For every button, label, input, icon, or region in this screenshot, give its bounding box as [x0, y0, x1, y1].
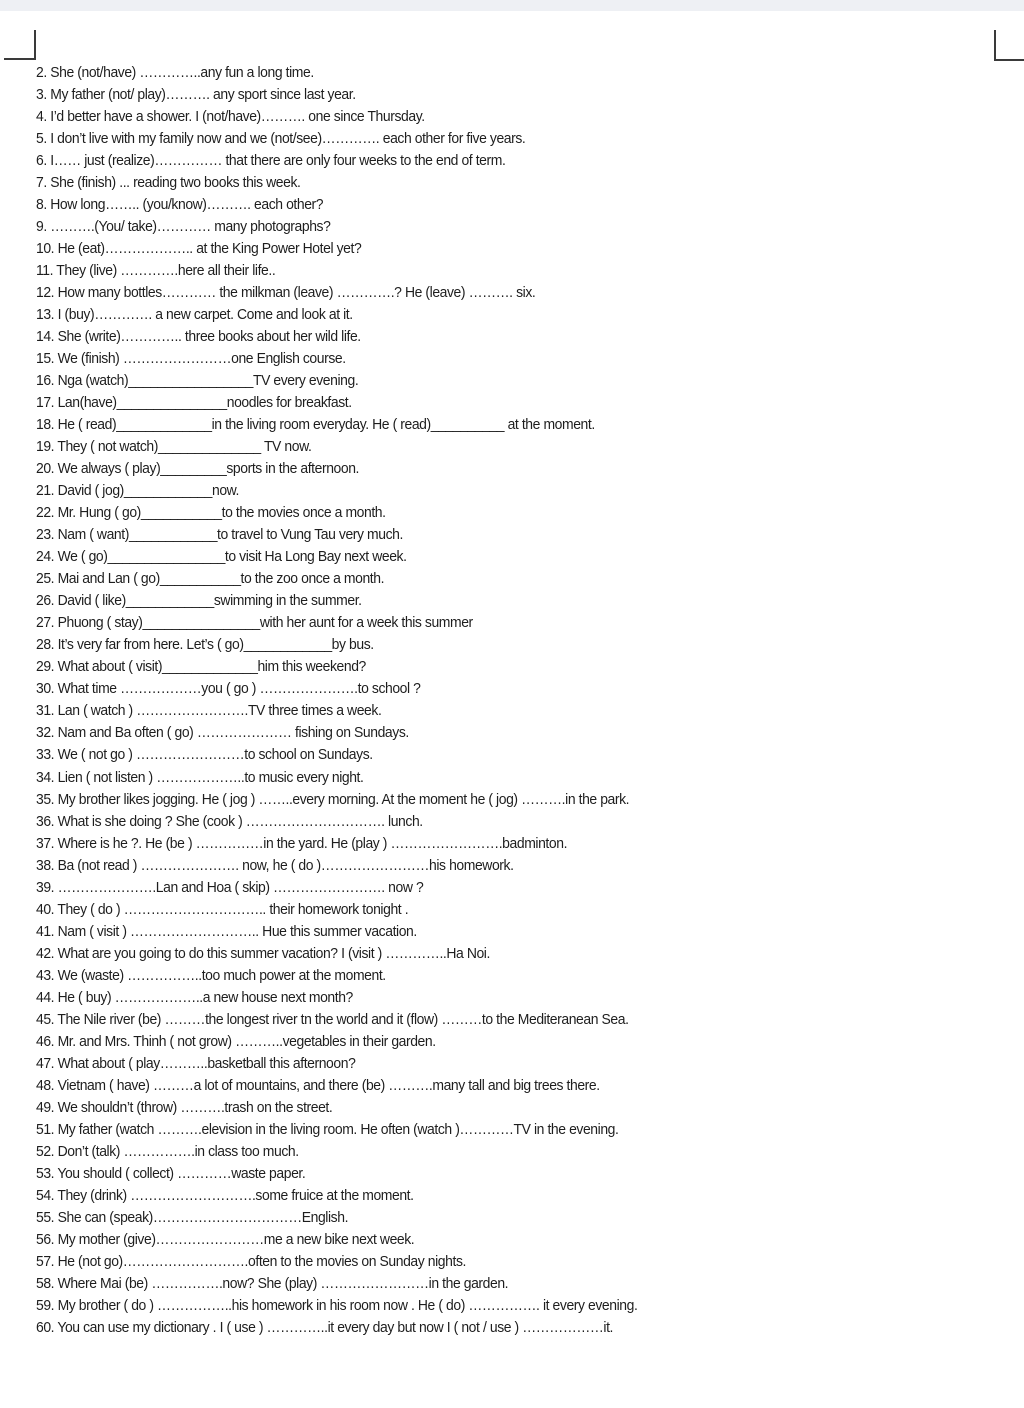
exercise-item: 54. They (drink) ……………………….some fruice at the moment. [36, 1186, 414, 1204]
exercise-item: 40. They ( do ) ………………………….. their homework tonight . [36, 900, 409, 918]
exercise-item: 16. Nga (watch)_________________TV every evening. [36, 372, 359, 390]
page-corner-mark-right [994, 30, 1024, 61]
exercise-item: 21. David ( jog)____________now. [36, 482, 240, 500]
page-corner-mark-left [4, 30, 36, 60]
exercise-item: 30. What time ………………you ( go ) ………………….to school ? [36, 680, 421, 698]
exercise-item: 33. We ( not go ) ……………………to school on Sundays. [36, 746, 373, 764]
exercise-item: 14. She (write)………….. three books about her wild life. [36, 328, 361, 346]
exercise-item: 28. It’s very far from here. Let’s ( go)____________by bus. [36, 636, 374, 654]
exercise-item: 13. I (buy)…………. a new carpet. Come and look at it. [36, 306, 353, 324]
exercise-item: 24. We ( go)________________to visit Ha Long Bay next week. [36, 548, 407, 566]
exercise-item: 2. She (not/have) …………..any fun a long time. [36, 64, 314, 81]
exercise-item: 22. Mr. Hung ( go)___________to the movies once a month. [36, 504, 386, 522]
exercise-item: 38. Ba (not read ) …………………. now, he ( do )……………………his homework. [36, 856, 514, 874]
exercise-item: 47. What about ( play………..basketball this afternoon? [36, 1054, 356, 1072]
exercise-item: 58. Where Mai (be) …………….now? She (play) ……………………in the garden. [36, 1274, 509, 1292]
exercise-item: 3. My father (not/ play)………. any sport since last year. [36, 86, 356, 104]
exercise-item: 32. Nam and Ba often ( go) ………………… fishing on Sundays. [36, 724, 409, 742]
exercise-item: 56. My mother (give)……………………me a new bike next week. [36, 1230, 415, 1248]
exercise-item: 45. The Nile river (be) ………the longest river tn the world and it (flow) ………to the Mediteranean Sea. [36, 1010, 629, 1028]
exercise-item: 7. She (finish) ... reading two books this week. [36, 174, 301, 192]
exercise-item: 59. My brother ( do ) ……………..his homework in his room now . He ( do) ……………. it every evening. [36, 1296, 638, 1314]
exercise-item: 15. We (finish) ……………………one English course. [36, 350, 346, 368]
viewer-top-bar [0, 0, 1024, 11]
exercise-item: 17. Lan(have)_______________noodles for breakfast. [36, 394, 352, 412]
exercise-item: 55. She can (speak)……………………………English. [36, 1208, 349, 1226]
exercise-item: 44. He ( buy) ………………..a new house next month? [36, 988, 353, 1006]
exercise-item: 23. Nam ( want)____________to travel to Vung Tau very much. [36, 526, 403, 544]
exercise-item: 5. I don’t live with my family now and we (not/see)…………. each other for five years. [36, 130, 526, 148]
exercise-item: 51. My father (watch ……….elevision in the living room. He often (watch )…………TV in the evening. [36, 1120, 619, 1138]
exercise-item: 29. What about ( visit)_____________him this weekend? [36, 658, 366, 676]
exercise-item: 26. David ( like)____________swimming in the summer. [36, 592, 362, 610]
exercise-item: 27. Phuong ( stay)________________with her aunt for a week this summer [36, 614, 473, 632]
exercise-item: 25. Mai and Lan ( go)___________to the zoo once a month. [36, 570, 385, 588]
exercise-item: 37. Where is he ?. He (be ) ……………in the yard. He (play ) …………………….badminton. [36, 834, 568, 852]
exercise-item: 31. Lan ( watch ) …………………….TV three times a week. [36, 702, 382, 720]
exercise-item: 52. Don’t (talk) …………….in class too much. [36, 1142, 299, 1160]
exercise-item: 43. We (waste) ……………..too much power at the moment. [36, 966, 386, 984]
exercise-item: 36. What is she doing ? She (cook ) …………………………. lunch. [36, 812, 423, 830]
exercise-item: 6. I…… just (realize)…………… that there are only four weeks to the end of term. [36, 152, 506, 170]
exercise-item: 42. What are you going to do this summer vacation? I (visit ) …………..Ha Noi. [36, 944, 490, 962]
exercise-item: 41. Nam ( visit ) ……………………….. Hue this summer vacation. [36, 922, 417, 940]
exercise-item: 49. We shouldn’t (throw) ……….trash on the street. [36, 1098, 333, 1116]
exercise-item: 39. ………………….Lan and Hoa ( skip) ……………………. now ? [36, 878, 424, 896]
exercise-item: 19. They ( not watch)______________ TV now. [36, 438, 312, 456]
exercise-item: 10. He (eat)……………….. at the King Power Hotel yet? [36, 240, 362, 258]
exercise-item: 34. Lien ( not listen ) ………………..to music every night. [36, 768, 364, 786]
exercise-item: 9. ……….(You/ take)………… many photographs? [36, 218, 331, 236]
exercise-item: 46. Mr. and Mrs. Thinh ( not grow) ………..vegetables in their garden. [36, 1032, 436, 1050]
exercise-item: 57. He (not go)……………………….often to the movies on Sunday nights. [36, 1252, 466, 1270]
exercise-item: 11. They (live) ………….here all their life.. [36, 262, 276, 280]
exercise-item: 53. You should ( collect) …………waste paper. [36, 1164, 306, 1182]
exercise-item: 18. He ( read)_____________in the living room everyday. He ( read)__________ at the moment. [36, 416, 595, 434]
exercise-item: 20. We always ( play)_________sports in the afternoon. [36, 460, 360, 478]
exercise-item: 48. Vietnam ( have) ………a lot of mountains, and there (be) ……….many tall and big trees there. [36, 1076, 600, 1094]
exercise-item: 8. How long…….. (you/know)………. each other? [36, 196, 324, 214]
exercise-item: 35. My brother likes jogging. He ( jog ) ……..every morning. At the moment he ( jog) ……….in the park. [36, 790, 630, 808]
exercise-item: 12. How many bottles………… the milkman (leave) ………….? He (leave) ………. six. [36, 284, 536, 302]
exercise-item: 4. I’d better have a shower. I (not/have)………. one since Thursday. [36, 108, 425, 126]
exercise-item: 60. You can use my dictionary . I ( use ) …………..it every day but now I ( not / use ) ………………it. [36, 1318, 614, 1336]
exercise-list [36, 62, 996, 1339]
